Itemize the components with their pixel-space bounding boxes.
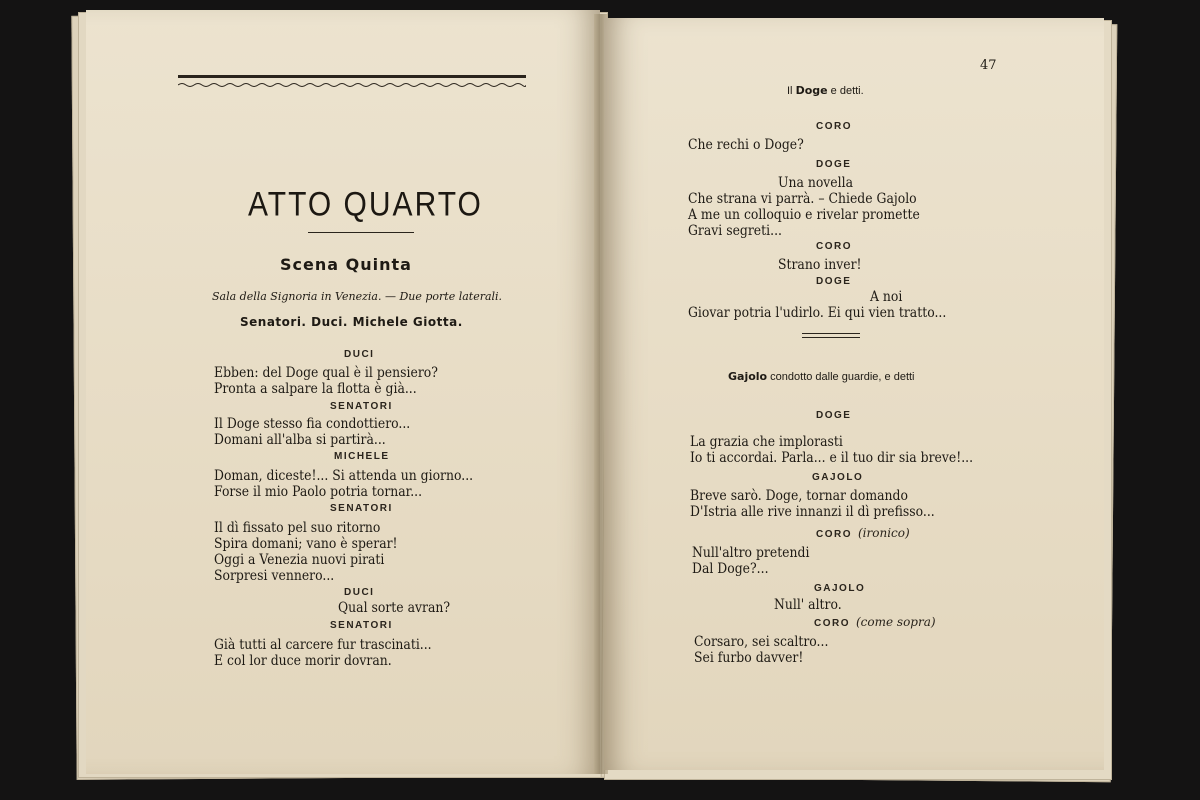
verse-line <box>214 468 473 484</box>
speaker-label: DOGE <box>816 276 852 287</box>
speaker-name <box>330 401 393 412</box>
page-number: 47 <box>980 58 997 73</box>
verse-line <box>690 488 908 504</box>
speaker-label: DUCI <box>344 349 375 360</box>
verse-line <box>214 653 392 669</box>
speaker-label: GAJOLO <box>814 583 866 594</box>
verse-text: Strano inver! <box>778 257 862 273</box>
left-page <box>86 10 600 774</box>
speaker-name <box>814 583 865 594</box>
subheader <box>728 370 915 383</box>
header-suffix: e detti. <box>830 85 864 97</box>
verse-text: Che rechi o Doge? <box>688 137 804 153</box>
verse-line <box>694 650 803 666</box>
verse-line <box>690 434 843 450</box>
speaker-label: DOGE <box>816 410 852 421</box>
speaker-label: CORO <box>814 618 850 629</box>
verse-text: Una novella <box>778 175 854 191</box>
verse-line <box>688 305 946 321</box>
speaker-label: CORO <box>816 241 852 252</box>
verse-text: Ebben: del Doge qual è il pensiero? <box>214 365 438 381</box>
verse-text: Dal Doge?... <box>692 561 769 577</box>
speaker-label: SENATORI <box>330 401 393 412</box>
subheader-bold: Gajolo <box>728 370 768 383</box>
verse-text: Qual sorte avran? <box>338 600 451 616</box>
scene-header <box>787 84 864 97</box>
verse-line <box>690 450 973 466</box>
verse-text: A noi <box>870 289 903 305</box>
verse-line <box>774 597 842 613</box>
verse-text: Il dì fissato pel suo ritorno <box>214 520 381 536</box>
section-rule <box>802 333 860 334</box>
verse-line <box>692 561 769 577</box>
scene-title: Scena Quinta <box>280 255 412 274</box>
verse-text: Forse il mio Paolo potria tornar... <box>214 484 423 500</box>
verse-text: Che strana vi parrà. – Chiede Gajolo <box>688 191 917 207</box>
verse-line <box>214 637 432 653</box>
verse-text: E col lor duce morir dovran. <box>214 653 392 669</box>
verse-line <box>214 536 398 552</box>
verse-line <box>214 381 417 397</box>
verse-line <box>870 289 902 305</box>
speaker-name <box>816 276 851 287</box>
verse-text: Gravi segreti... <box>688 223 782 239</box>
section-rule <box>802 337 860 338</box>
wavy-rule <box>178 82 526 88</box>
verse-line <box>692 545 809 561</box>
speaker-name <box>816 121 852 132</box>
speaker-name <box>344 349 374 360</box>
speaker-name <box>814 615 936 629</box>
verse-text: Io ti accordai. Parla... e il tuo dir sia breve!... <box>690 450 974 466</box>
speaker-name <box>812 472 863 483</box>
ornamental-rule <box>178 75 526 78</box>
verse-text: D'Istria alle rive innanzi il dì prefisso... <box>690 504 935 520</box>
verse-line <box>214 520 380 536</box>
speaker-label: SENATORI <box>330 620 393 631</box>
verse-text: Pronta a salpare la flotta è già... <box>214 381 417 397</box>
verse-text: Sei furbo davver! <box>694 650 804 666</box>
verse-line <box>214 484 422 500</box>
verse-text: Breve sarò. Doge, tornar domando <box>690 488 908 504</box>
speaker-label: DOGE <box>816 159 852 170</box>
speaker-name <box>816 241 852 252</box>
verse-text: Il Doge stesso fia condottiero... <box>214 416 411 432</box>
verse-line <box>214 552 384 568</box>
verse-text: Null'altro pretendi <box>692 545 810 561</box>
verse-text: Spira domani; vano è sperar! <box>214 536 398 552</box>
speaker-name <box>344 587 374 598</box>
verse-text: La grazia che implorasti <box>690 434 843 450</box>
stage-direction: Sala della Signoria in Venezia. — Due porte laterali. <box>212 290 503 303</box>
verse-line <box>778 257 862 273</box>
verse-text: Giovar potria l'udirlo. Ei qui vien tratto... <box>688 305 947 321</box>
verse-line <box>688 223 782 239</box>
characters-list: Senatori. Duci. Michele Giotta. <box>240 315 463 329</box>
header-prefix: Il <box>787 85 793 97</box>
verse-line <box>690 504 935 520</box>
verse-text: Già tutti al carcere fur trascinati... <box>214 637 432 653</box>
header-bold: Doge <box>795 84 828 97</box>
verse-line <box>688 207 920 223</box>
speaker-name <box>330 503 393 514</box>
speaker-label: CORO <box>816 529 852 540</box>
verse-line <box>694 634 828 650</box>
speaker-label: CORO <box>816 121 852 132</box>
speaker-name <box>816 159 851 170</box>
speaker-name <box>330 620 393 631</box>
verse-text: A me un colloquio e rivelar promette <box>688 207 920 223</box>
speaker-name <box>334 451 390 462</box>
speaker-label: SENATORI <box>330 503 393 514</box>
verse-text: Doman, diceste!... Si attenda un giorno... <box>214 468 474 484</box>
verse-text: Corsaro, sei scaltro... <box>694 634 829 650</box>
speaker-label: DUCI <box>344 587 375 598</box>
verse-line <box>214 432 386 448</box>
verse-line <box>688 191 917 207</box>
subheader-rest: condotto dalle guardie, e detti <box>770 371 915 383</box>
verse-line <box>338 600 450 616</box>
verse-text: Oggi a Venezia nuovi pirati <box>214 552 385 568</box>
speaker-name <box>816 410 851 421</box>
verse-line <box>688 137 804 153</box>
verse-line <box>778 175 853 191</box>
speaker-name <box>816 526 910 540</box>
stage-note: (come sopra) <box>856 615 936 629</box>
right-page <box>604 18 1104 770</box>
verse-line <box>214 568 334 584</box>
speaker-label: MICHELE <box>334 451 390 462</box>
verse-line <box>214 416 410 432</box>
title-rule <box>308 232 414 233</box>
verse-text: Sorpresi vennero... <box>214 568 335 584</box>
speaker-label: GAJOLO <box>812 472 864 483</box>
verse-line <box>214 365 438 381</box>
verse-text: Domani all'alba si partirà... <box>214 432 386 448</box>
verse-text: Null' altro. <box>774 597 842 613</box>
stage-note: (ironico) <box>858 526 910 540</box>
act-title: ATTO QUARTO <box>248 185 483 224</box>
